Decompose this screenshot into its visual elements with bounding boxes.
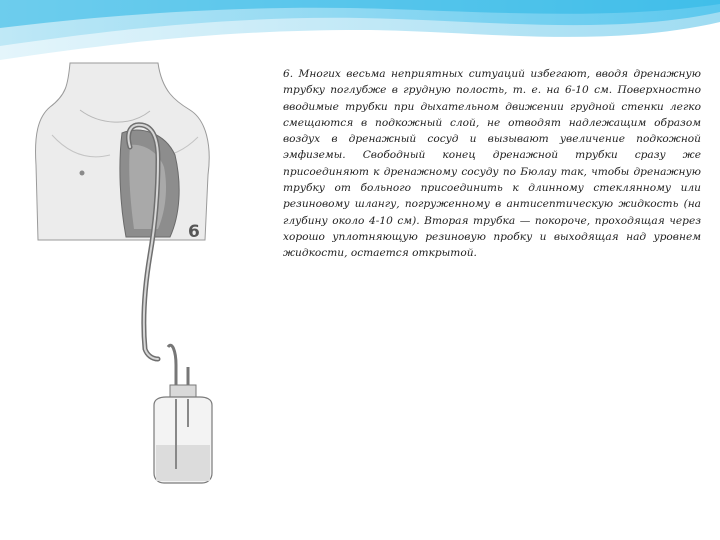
paragraph-text: 6. Многих весьма неприятных ситуаций избегают, вводя дренажную трубку поглубже в грудную полость, т. е. на 6-10 см. Поверхностно вводимые трубки при дыхательном движении грудной стенки легко смещаются в подкожный слой, не отводят надлежащим образом воздух в дренажный сосуд и вызывают увеличение подкожной эмфиземы. Свободный конец дренажной трубки сразу же присоединяют к дренажному сосуду по Бюлау так, чтобы дренажную трубку от больного присоединить к длинному стеклянному или резиновому шлангу, погруженному в антисептическую жидкость (на глубину около 4-10 см). Вторая трубка — покороче, проходящая через хорошо уплотняющую резиновую пробку и выходящая над уровнем жидкости, остается открытой. <box>283 68 701 260</box>
figure-number: 6 <box>188 222 200 242</box>
chest-drainage-illustration <box>30 55 260 495</box>
torso-drawing <box>36 63 210 240</box>
bulau-drainage-bottle <box>154 345 212 483</box>
